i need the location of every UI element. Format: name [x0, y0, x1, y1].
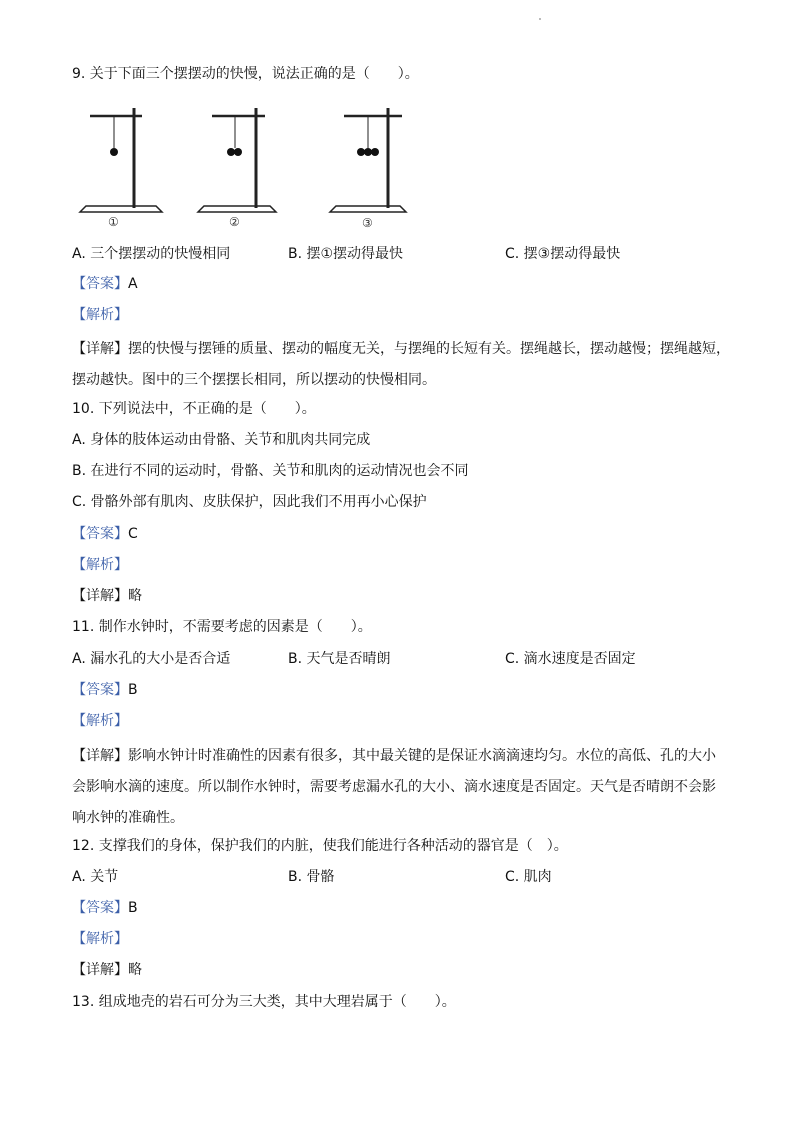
q12-option-a: A. 关节 — [72, 869, 119, 885]
q12-analysis — [72, 929, 128, 949]
q11-answer-value: B — [128, 682, 138, 698]
pendulum-1 — [80, 108, 162, 229]
q9-option-a: A. 三个摆摆动的快慢相同 — [72, 246, 231, 262]
q10-stem: 10. 下列说法中，不正确的是（ ）。 — [72, 401, 316, 417]
q12-option-c: C. 肌肉 — [505, 869, 552, 885]
q11-detail — [72, 741, 722, 834]
q12-option-b: B. 骨骼 — [288, 869, 335, 885]
q12-stem: 12. 支撑我们的身体，保护我们的内脏，使我们能进行各种活动的器官是（ ）。 — [72, 838, 568, 854]
q11-detail-line-1: 影响水钟计时准确性的因素有很多，其中最关键的是保证水滴滴速均匀。水位的高低、孔的大小 — [128, 748, 716, 764]
q9-answer-value: A — [128, 276, 138, 292]
q10-answer-value: C — [128, 526, 138, 542]
q9-stem: 9. 关于下面三个摆摆动的快慢，说法正确的是（ ）。 — [72, 66, 419, 82]
q10-option-a: A. 身体的肢体运动由骨骼、关节和肌肉共同完成 — [72, 432, 371, 448]
answer-tag: 【答案】 — [72, 526, 128, 542]
detail-tag: 【详解】 — [72, 962, 128, 978]
q11-analysis — [72, 711, 128, 731]
pendulum-1-label: ① — [108, 215, 119, 229]
q9-answer — [72, 274, 138, 294]
q11-detail-line-3: 响水钟的准确性。 — [72, 810, 184, 826]
q11-option-c: C. 滴水速度是否固定 — [505, 651, 636, 667]
q12-answer-value: B — [128, 900, 138, 916]
q9-option-c: C. 摆③摆动得最快 — [505, 246, 621, 262]
analysis-tag: 【解析】 — [72, 307, 128, 323]
q12-detail-text: 略 — [128, 962, 142, 978]
q11-detail-line-2: 会影响水滴的速度。所以制作水钟时，需要考虑漏水孔的大小、滴水速度是否固定。天气是否晴朗不会影 — [72, 779, 716, 795]
q10-analysis — [72, 555, 128, 575]
q10-answer — [72, 524, 138, 544]
q9-analysis — [72, 305, 128, 325]
analysis-tag: 【解析】 — [72, 713, 128, 729]
q11-option-b: B. 天气是否晴朗 — [288, 651, 391, 667]
q11-answer — [72, 680, 138, 700]
q9-detail-line-1: 摆的快慢与摆锤的质量、摆动的幅度无关，与摆绳的长短有关。摆绳越长，摆动越慢；摆绳越短， — [128, 341, 730, 357]
q13-stem: 13. 组成地壳的岩石可分为三大类，其中大理岩属于（ ）。 — [72, 994, 456, 1010]
q9-detail-line-2: 摆动越快。图中的三个摆摆长相同，所以摆动的快慢相同。 — [72, 372, 436, 388]
q10-option-b: B. 在进行不同的运动时，骨骼、关节和肌肉的运动情况也会不同 — [72, 463, 469, 479]
q10-detail-text: 略 — [128, 588, 142, 604]
scan-speck — [539, 18, 541, 20]
answer-tag: 【答案】 — [72, 276, 128, 292]
detail-tag: 【详解】 — [72, 341, 128, 357]
detail-tag: 【详解】 — [72, 588, 128, 604]
analysis-tag: 【解析】 — [72, 557, 128, 573]
analysis-tag: 【解析】 — [72, 931, 128, 947]
detail-tag: 【详解】 — [72, 748, 128, 764]
pendulum-3 — [330, 108, 406, 230]
q11-option-a: A. 漏水孔的大小是否合适 — [72, 651, 231, 667]
answer-tag: 【答案】 — [72, 900, 128, 916]
pendulum-2 — [198, 108, 276, 229]
q9-detail — [72, 334, 730, 396]
q9-option-b: B. 摆①摆动得最快 — [288, 246, 404, 262]
q10-detail — [72, 586, 142, 606]
q11-stem: 11. 制作水钟时，不需要考虑的因素是（ ）。 — [72, 619, 372, 635]
pendulum-figure — [72, 100, 432, 235]
pendulum-2-label: ② — [229, 215, 240, 229]
q12-detail — [72, 960, 142, 980]
q12-answer — [72, 898, 138, 918]
answer-tag: 【答案】 — [72, 682, 128, 698]
pendulum-3-label: ③ — [362, 216, 373, 230]
q10-option-c: C. 骨骼外部有肌肉、皮肤保护，因此我们不用再小心保护 — [72, 494, 427, 510]
